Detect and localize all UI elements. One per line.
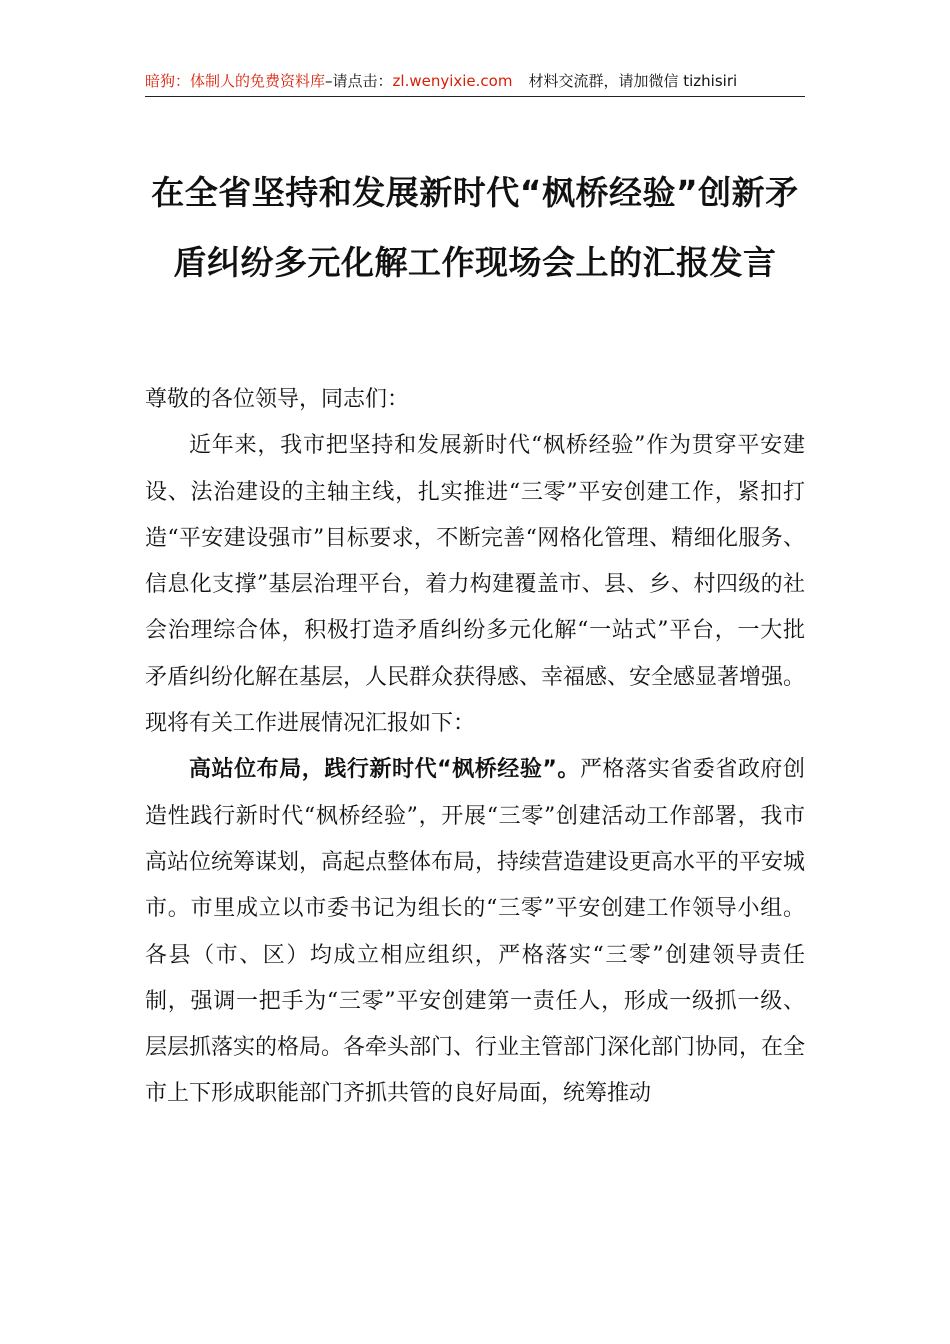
header-click-label: –请点击：: [325, 72, 393, 90]
document-body: [145, 377, 805, 1118]
header-contact: 材料交流群，请加微信 tizhisiri: [528, 72, 738, 90]
header-url-link[interactable]: zl.wenyixie.com: [392, 72, 513, 90]
document-title: 在全省坚持和发展新时代“枫桥经验”创新矛盾纠纷多元化解工作现场会上的汇报发言: [151, 173, 799, 282]
section-body: 严格落实省委省政府创造性践行新时代“枫桥经验”，开展“三零”创建活动工作部署，我市高站位统筹谋划，高起点整体布局，持续营造建设更高水平的平安城市。市里成立以市委书记为组长的“三零”平安创建工作领导小组。各县（市、区）均成立相应组织，严格落实“三零”创建领导责任制，强调一把手为“三零”平安创建第一责任人，形成一级抓一级、层层抓落实的格局。各牵头部门、行业主管部门深化部门协同，在全市上下形成职能部门齐抓共管的良好局面，统筹推动: [145, 757, 806, 1107]
paragraph-intro: 近年来，我市把坚持和发展新时代“枫桥经验”作为贯穿平安建设、法治建设的主轴主线，扎实推进“三零”平安创建工作，紧扣打造“平安建设强市”目标要求，不断完善“网格化管理、精细化服务、信息化支撑”基层治理平台，着力构建覆盖市、县、乡、村四级的社会治理综合体，积极打造矛盾纠纷多元化解“一站式”平台，一大批矛盾纠纷化解在基层，人民群众获得感、幸福感、安全感显著增强。现将有关工作进展情况汇报如下：: [145, 433, 806, 737]
section-heading: 高站位布局，践行新时代“枫桥经验”。: [189, 757, 580, 783]
paragraph-section-1: [145, 747, 805, 1117]
salutation: 尊敬的各位领导，同志们：: [145, 387, 410, 412]
header-site-name: 暗狗：体制人的免费资料库: [145, 72, 326, 90]
document-header: [145, 68, 805, 97]
